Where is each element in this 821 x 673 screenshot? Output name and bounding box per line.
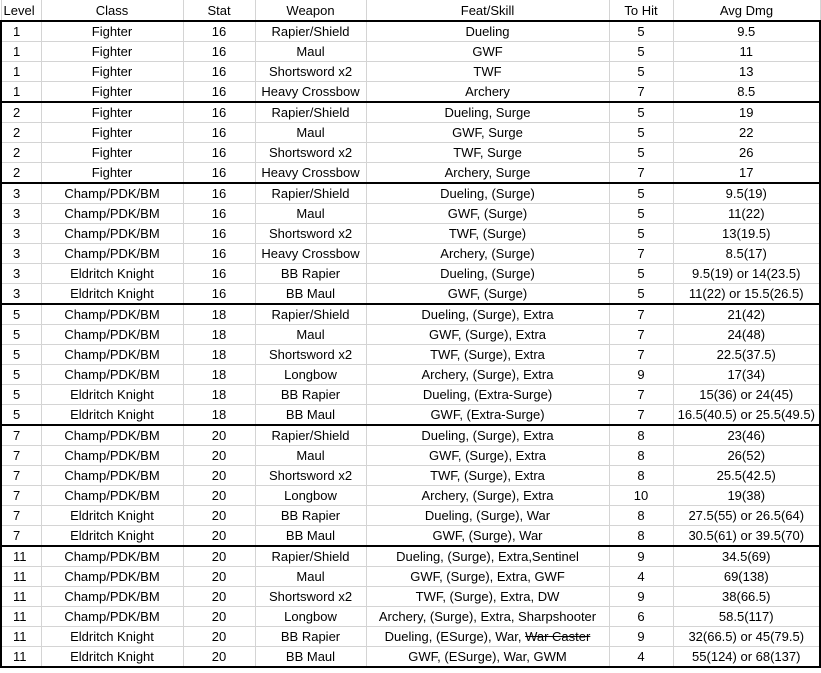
cell-weapon[interactable]: Maul [255, 204, 366, 224]
cell-feat[interactable]: Archery, (Surge), Extra [366, 486, 609, 506]
cell-weapon[interactable]: BB Rapier [255, 506, 366, 526]
cell-feat[interactable]: Dueling, Surge [366, 102, 609, 123]
cell-level[interactable]: 11 [1, 546, 41, 567]
cell-class[interactable]: Champ/PDK/BM [41, 204, 183, 224]
cell-feat[interactable]: GWF, (Extra-Surge) [366, 405, 609, 426]
cell-stat[interactable]: 16 [183, 82, 255, 103]
cell-to-hit[interactable]: 5 [609, 102, 673, 123]
table-body [1, 21, 820, 667]
table-row [1, 143, 820, 163]
cell-class[interactable]: Eldritch Knight [41, 627, 183, 647]
cell-avg-dmg[interactable]: 11(22) or 15.5(26.5) [673, 284, 820, 305]
table-row [1, 42, 820, 62]
cell-feat[interactable]: Dueling, (Surge) [366, 264, 609, 284]
cell-weapon[interactable]: Heavy Crossbow [255, 163, 366, 184]
cell-to-hit[interactable]: 9 [609, 546, 673, 567]
cell-class[interactable]: Champ/PDK/BM [41, 304, 183, 325]
cell-class[interactable]: Champ/PDK/BM [41, 224, 183, 244]
cell-weapon[interactable]: Maul [255, 567, 366, 587]
cell-avg-dmg[interactable]: 8.5 [673, 82, 820, 103]
table-row [1, 587, 820, 607]
cell-to-hit[interactable]: 8 [609, 526, 673, 547]
cell-level[interactable]: 11 [1, 647, 41, 668]
cell-level[interactable]: 11 [1, 627, 41, 647]
cell-class[interactable]: Champ/PDK/BM [41, 345, 183, 365]
table-row [1, 647, 820, 668]
cell-avg-dmg[interactable]: 30.5(61) or 39.5(70) [673, 526, 820, 547]
cell-weapon[interactable]: Rapier/Shield [255, 425, 366, 446]
cell-to-hit[interactable]: 7 [609, 244, 673, 264]
cell-weapon[interactable]: Maul [255, 42, 366, 62]
cell-stat[interactable]: 20 [183, 486, 255, 506]
cell-feat[interactable]: Archery, Surge [366, 163, 609, 184]
cell-class[interactable]: Fighter [41, 62, 183, 82]
cell-feat[interactable]: Dueling, (Surge), War [366, 506, 609, 526]
cell-stat[interactable]: 16 [183, 244, 255, 264]
table-row [1, 425, 820, 446]
cell-feat[interactable]: Archery, (Surge), Extra [366, 365, 609, 385]
cell-class[interactable]: Champ/PDK/BM [41, 607, 183, 627]
cell-class[interactable]: Champ/PDK/BM [41, 244, 183, 264]
cell-level[interactable]: 5 [1, 405, 41, 426]
cell-class[interactable]: Champ/PDK/BM [41, 546, 183, 567]
cell-class[interactable]: Eldritch Knight [41, 385, 183, 405]
cell-level[interactable]: 3 [1, 183, 41, 204]
cell-to-hit[interactable]: 5 [609, 204, 673, 224]
cell-weapon[interactable]: Shortsword x2 [255, 62, 366, 82]
cell-avg-dmg[interactable]: 11(22) [673, 204, 820, 224]
cell-stat[interactable]: 20 [183, 627, 255, 647]
cell-class[interactable]: Eldritch Knight [41, 284, 183, 305]
cell-avg-dmg[interactable]: 32(66.5) or 45(79.5) [673, 627, 820, 647]
cell-level[interactable]: 3 [1, 224, 41, 244]
table-row [1, 627, 820, 647]
cell-level[interactable]: 11 [1, 567, 41, 587]
cell-avg-dmg[interactable]: 8.5(17) [673, 244, 820, 264]
cell-to-hit[interactable]: 8 [609, 446, 673, 466]
cell-to-hit[interactable]: 5 [609, 62, 673, 82]
table-row [1, 446, 820, 466]
table-row [1, 526, 820, 547]
cell-feat[interactable]: Dueling, (Extra-Surge) [366, 385, 609, 405]
cell-weapon[interactable]: Shortsword x2 [255, 587, 366, 607]
column-header[interactable]: Stat [183, 0, 255, 21]
cell-level[interactable]: 2 [1, 143, 41, 163]
cell-level[interactable]: 3 [1, 204, 41, 224]
cell-weapon[interactable]: BB Maul [255, 405, 366, 426]
cell-feat[interactable]: TWF, (Surge) [366, 224, 609, 244]
cell-avg-dmg[interactable]: 9.5(19) or 14(23.5) [673, 264, 820, 284]
cell-weapon[interactable]: BB Maul [255, 284, 366, 305]
table-row [1, 546, 820, 567]
cell-level[interactable]: 7 [1, 446, 41, 466]
cell-feat[interactable]: Dueling [366, 21, 609, 42]
cell-feat[interactable]: GWF, (ESurge), War, GWM [366, 647, 609, 668]
cell-avg-dmg[interactable]: 55(124) or 68(137) [673, 647, 820, 668]
cell-level[interactable]: 7 [1, 526, 41, 547]
cell-stat[interactable]: 18 [183, 385, 255, 405]
cell-level[interactable]: 7 [1, 466, 41, 486]
cell-class[interactable]: Fighter [41, 123, 183, 143]
cell-weapon[interactable]: Rapier/Shield [255, 546, 366, 567]
cell-level[interactable]: 1 [1, 42, 41, 62]
cell-level[interactable]: 11 [1, 607, 41, 627]
table-row [1, 224, 820, 244]
cell-stat[interactable]: 20 [183, 425, 255, 446]
cell-class[interactable]: Eldritch Knight [41, 647, 183, 668]
table-row [1, 102, 820, 123]
table-row [1, 284, 820, 305]
cell-feat[interactable]: GWF, (Surge), Extra [366, 446, 609, 466]
cell-to-hit[interactable]: 4 [609, 647, 673, 668]
table-row [1, 325, 820, 345]
table-row [1, 123, 820, 143]
table-row [1, 567, 820, 587]
cell-feat[interactable] [366, 627, 609, 647]
cell-avg-dmg[interactable]: 26(52) [673, 446, 820, 466]
cell-to-hit[interactable]: 5 [609, 143, 673, 163]
cell-avg-dmg[interactable]: 21(42) [673, 304, 820, 325]
cell-to-hit[interactable]: 9 [609, 365, 673, 385]
column-header[interactable]: Avg Dmg [673, 0, 820, 21]
cell-level[interactable]: 7 [1, 486, 41, 506]
cell-weapon[interactable]: Heavy Crossbow [255, 82, 366, 103]
cell-class[interactable]: Eldritch Knight [41, 526, 183, 547]
cell-to-hit[interactable]: 9 [609, 627, 673, 647]
cell-stat[interactable]: 16 [183, 42, 255, 62]
table-row [1, 385, 820, 405]
cell-weapon[interactable]: Rapier/Shield [255, 21, 366, 42]
cell-to-hit[interactable]: 7 [609, 163, 673, 184]
cell-to-hit[interactable]: 4 [609, 567, 673, 587]
cell-feat[interactable]: Archery [366, 82, 609, 103]
cell-weapon[interactable]: Shortsword x2 [255, 345, 366, 365]
cell-class[interactable]: Fighter [41, 21, 183, 42]
table-row [1, 405, 820, 426]
cell-weapon[interactable]: BB Rapier [255, 264, 366, 284]
cell-weapon[interactable]: Rapier/Shield [255, 183, 366, 204]
table-row [1, 466, 820, 486]
cell-class[interactable]: Champ/PDK/BM [41, 183, 183, 204]
table-row [1, 204, 820, 224]
table-row [1, 607, 820, 627]
cell-class[interactable]: Fighter [41, 82, 183, 103]
cell-to-hit[interactable]: 7 [609, 82, 673, 103]
cell-feat[interactable]: TWF, (Surge), Extra [366, 345, 609, 365]
cell-stat[interactable]: 20 [183, 647, 255, 668]
cell-stat[interactable]: 18 [183, 405, 255, 426]
cell-avg-dmg[interactable]: 11 [673, 42, 820, 62]
cell-feat[interactable]: TWF, (Surge), Extra, DW [366, 587, 609, 607]
cell-to-hit[interactable]: 7 [609, 325, 673, 345]
cell-weapon[interactable]: Shortsword x2 [255, 224, 366, 244]
cell-stat[interactable]: 16 [183, 224, 255, 244]
table-row [1, 365, 820, 385]
cell-weapon[interactable]: Longbow [255, 486, 366, 506]
cell-to-hit[interactable]: 8 [609, 425, 673, 446]
cell-to-hit[interactable]: 5 [609, 224, 673, 244]
cell-stat[interactable]: 18 [183, 365, 255, 385]
column-header[interactable]: To Hit [609, 0, 673, 21]
cell-feat[interactable]: Archery, (Surge), Extra, Sharpshooter [366, 607, 609, 627]
cell-class[interactable]: Champ/PDK/BM [41, 466, 183, 486]
cell-weapon[interactable]: Rapier/Shield [255, 304, 366, 325]
table-row [1, 183, 820, 204]
table-row [1, 163, 820, 184]
cell-feat[interactable]: Dueling, (Surge), Extra [366, 425, 609, 446]
cell-stat[interactable]: 20 [183, 607, 255, 627]
cell-feat[interactable]: Dueling, (Surge), Extra,Sentinel [366, 546, 609, 567]
cell-class[interactable]: Fighter [41, 143, 183, 163]
cell-to-hit[interactable]: 5 [609, 42, 673, 62]
cell-avg-dmg[interactable]: 13 [673, 62, 820, 82]
cell-level[interactable]: 2 [1, 102, 41, 123]
cell-level[interactable]: 5 [1, 304, 41, 325]
cell-stat[interactable]: 16 [183, 102, 255, 123]
table-row [1, 264, 820, 284]
cell-weapon[interactable]: BB Rapier [255, 385, 366, 405]
cell-to-hit[interactable]: 7 [609, 345, 673, 365]
header-row [1, 0, 820, 21]
cell-to-hit[interactable]: 8 [609, 466, 673, 486]
cell-weapon[interactable]: Shortsword x2 [255, 143, 366, 163]
cell-stat[interactable]: 16 [183, 183, 255, 204]
cell-avg-dmg[interactable]: 25.5(42.5) [673, 466, 820, 486]
cell-stat[interactable]: 20 [183, 526, 255, 547]
cell-feat[interactable]: GWF, (Surge), Extra [366, 325, 609, 345]
cell-avg-dmg[interactable]: 38(66.5) [673, 587, 820, 607]
cell-class[interactable]: Fighter [41, 163, 183, 184]
cell-to-hit[interactable]: 9 [609, 587, 673, 607]
cell-to-hit[interactable]: 6 [609, 607, 673, 627]
cell-feat[interactable]: Dueling, (Surge) [366, 183, 609, 204]
cell-class[interactable]: Champ/PDK/BM [41, 425, 183, 446]
cell-level[interactable]: 3 [1, 264, 41, 284]
cell-class[interactable]: Eldritch Knight [41, 264, 183, 284]
cell-weapon[interactable]: Heavy Crossbow [255, 244, 366, 264]
cell-avg-dmg[interactable]: 23(46) [673, 425, 820, 446]
cell-avg-dmg[interactable]: 69(138) [673, 567, 820, 587]
cell-feat[interactable]: GWF [366, 42, 609, 62]
cell-level[interactable]: 5 [1, 325, 41, 345]
cell-avg-dmg[interactable]: 27.5(55) or 26.5(64) [673, 506, 820, 526]
cell-weapon[interactable]: BB Maul [255, 647, 366, 668]
cell-feat[interactable]: Archery, (Surge) [366, 244, 609, 264]
cell-avg-dmg[interactable]: 34.5(69) [673, 546, 820, 567]
cell-avg-dmg[interactable]: 58.5(117) [673, 607, 820, 627]
cell-avg-dmg[interactable]: 19(38) [673, 486, 820, 506]
cell-class[interactable]: Fighter [41, 42, 183, 62]
cell-stat[interactable]: 16 [183, 264, 255, 284]
struck-feat-text: War Caster [525, 629, 591, 644]
cell-level[interactable]: 1 [1, 21, 41, 42]
cell-stat[interactable]: 16 [183, 163, 255, 184]
cell-stat[interactable]: 16 [183, 123, 255, 143]
cell-class[interactable]: Eldritch Knight [41, 405, 183, 426]
cell-feat[interactable]: Dueling, (Surge), Extra [366, 304, 609, 325]
cell-feat[interactable]: GWF, (Surge) [366, 204, 609, 224]
cell-feat[interactable]: GWF, (Surge) [366, 284, 609, 305]
cell-to-hit[interactable]: 10 [609, 486, 673, 506]
cell-level[interactable]: 5 [1, 365, 41, 385]
cell-weapon[interactable]: Longbow [255, 607, 366, 627]
cell-feat[interactable]: GWF, (Surge), War [366, 526, 609, 547]
cell-feat[interactable]: TWF, (Surge), Extra [366, 466, 609, 486]
table-row [1, 82, 820, 103]
cell-level[interactable]: 5 [1, 345, 41, 365]
cell-class[interactable]: Champ/PDK/BM [41, 325, 183, 345]
cell-avg-dmg[interactable]: 17 [673, 163, 820, 184]
cell-stat[interactable]: 18 [183, 325, 255, 345]
cell-to-hit[interactable]: 5 [609, 123, 673, 143]
cell-avg-dmg[interactable]: 19 [673, 102, 820, 123]
cell-class[interactable]: Fighter [41, 102, 183, 123]
cell-to-hit[interactable]: 5 [609, 183, 673, 204]
cell-level[interactable]: 7 [1, 506, 41, 526]
cell-stat[interactable]: 16 [183, 284, 255, 305]
cell-avg-dmg[interactable]: 26 [673, 143, 820, 163]
cell-stat[interactable]: 20 [183, 466, 255, 486]
cell-class[interactable]: Champ/PDK/BM [41, 486, 183, 506]
cell-level[interactable]: 11 [1, 587, 41, 607]
cell-stat[interactable]: 20 [183, 587, 255, 607]
cell-to-hit[interactable]: 8 [609, 506, 673, 526]
cell-stat[interactable]: 18 [183, 345, 255, 365]
table-row [1, 304, 820, 325]
cell-avg-dmg[interactable]: 13(19.5) [673, 224, 820, 244]
cell-weapon[interactable]: Maul [255, 325, 366, 345]
cell-stat[interactable]: 18 [183, 304, 255, 325]
table-row [1, 21, 820, 42]
cell-avg-dmg[interactable]: 15(36) or 24(45) [673, 385, 820, 405]
cell-avg-dmg[interactable]: 17(34) [673, 365, 820, 385]
cell-feat[interactable]: TWF, Surge [366, 143, 609, 163]
cell-class[interactable]: Champ/PDK/BM [41, 587, 183, 607]
cell-avg-dmg[interactable]: 9.5(19) [673, 183, 820, 204]
cell-avg-dmg[interactable]: 22.5(37.5) [673, 345, 820, 365]
cell-level[interactable]: 1 [1, 82, 41, 103]
cell-weapon[interactable]: Maul [255, 446, 366, 466]
column-header[interactable]: Feat/Skill [366, 0, 609, 21]
cell-stat[interactable]: 20 [183, 446, 255, 466]
cell-to-hit[interactable]: 5 [609, 21, 673, 42]
cell-level[interactable]: 3 [1, 284, 41, 305]
cell-class[interactable]: Champ/PDK/BM [41, 365, 183, 385]
table-row [1, 345, 820, 365]
table-row [1, 244, 820, 264]
cell-weapon[interactable]: Maul [255, 123, 366, 143]
cell-avg-dmg[interactable]: 24(48) [673, 325, 820, 345]
cell-weapon[interactable]: Longbow [255, 365, 366, 385]
cell-stat[interactable]: 20 [183, 546, 255, 567]
cell-class[interactable]: Eldritch Knight [41, 506, 183, 526]
cell-weapon[interactable]: BB Rapier [255, 627, 366, 647]
cell-stat[interactable]: 20 [183, 506, 255, 526]
cell-feat[interactable]: GWF, (Surge), Extra, GWF [366, 567, 609, 587]
cell-avg-dmg[interactable]: 22 [673, 123, 820, 143]
cell-class[interactable]: Champ/PDK/BM [41, 446, 183, 466]
table-row [1, 486, 820, 506]
cell-class[interactable]: Champ/PDK/BM [41, 567, 183, 587]
cell-stat[interactable]: 16 [183, 62, 255, 82]
column-header[interactable]: Weapon [255, 0, 366, 21]
cell-level[interactable]: 5 [1, 385, 41, 405]
cell-weapon[interactable]: Shortsword x2 [255, 466, 366, 486]
table-row [1, 506, 820, 526]
feat-text: Dueling, (ESurge), War, [384, 629, 526, 644]
cell-level[interactable]: 3 [1, 244, 41, 264]
cell-avg-dmg[interactable]: 16.5(40.5) or 25.5(49.5) [673, 405, 820, 426]
cell-level[interactable]: 2 [1, 123, 41, 143]
cell-stat[interactable]: 16 [183, 143, 255, 163]
cell-level[interactable]: 1 [1, 62, 41, 82]
cell-to-hit[interactable]: 7 [609, 385, 673, 405]
cell-feat[interactable]: TWF [366, 62, 609, 82]
cell-weapon[interactable]: Rapier/Shield [255, 102, 366, 123]
cell-stat[interactable]: 16 [183, 21, 255, 42]
column-header[interactable]: Level [1, 0, 41, 21]
cell-stat[interactable]: 20 [183, 567, 255, 587]
cell-stat[interactable]: 16 [183, 204, 255, 224]
cell-to-hit[interactable]: 7 [609, 304, 673, 325]
cell-level[interactable]: 7 [1, 425, 41, 446]
cell-avg-dmg[interactable]: 9.5 [673, 21, 820, 42]
cell-level[interactable]: 2 [1, 163, 41, 184]
cell-to-hit[interactable]: 5 [609, 264, 673, 284]
cell-weapon[interactable]: BB Maul [255, 526, 366, 547]
table-row [1, 62, 820, 82]
cell-feat[interactable]: GWF, Surge [366, 123, 609, 143]
column-header[interactable]: Class [41, 0, 183, 21]
cell-to-hit[interactable]: 7 [609, 405, 673, 426]
cell-to-hit[interactable]: 5 [609, 284, 673, 305]
